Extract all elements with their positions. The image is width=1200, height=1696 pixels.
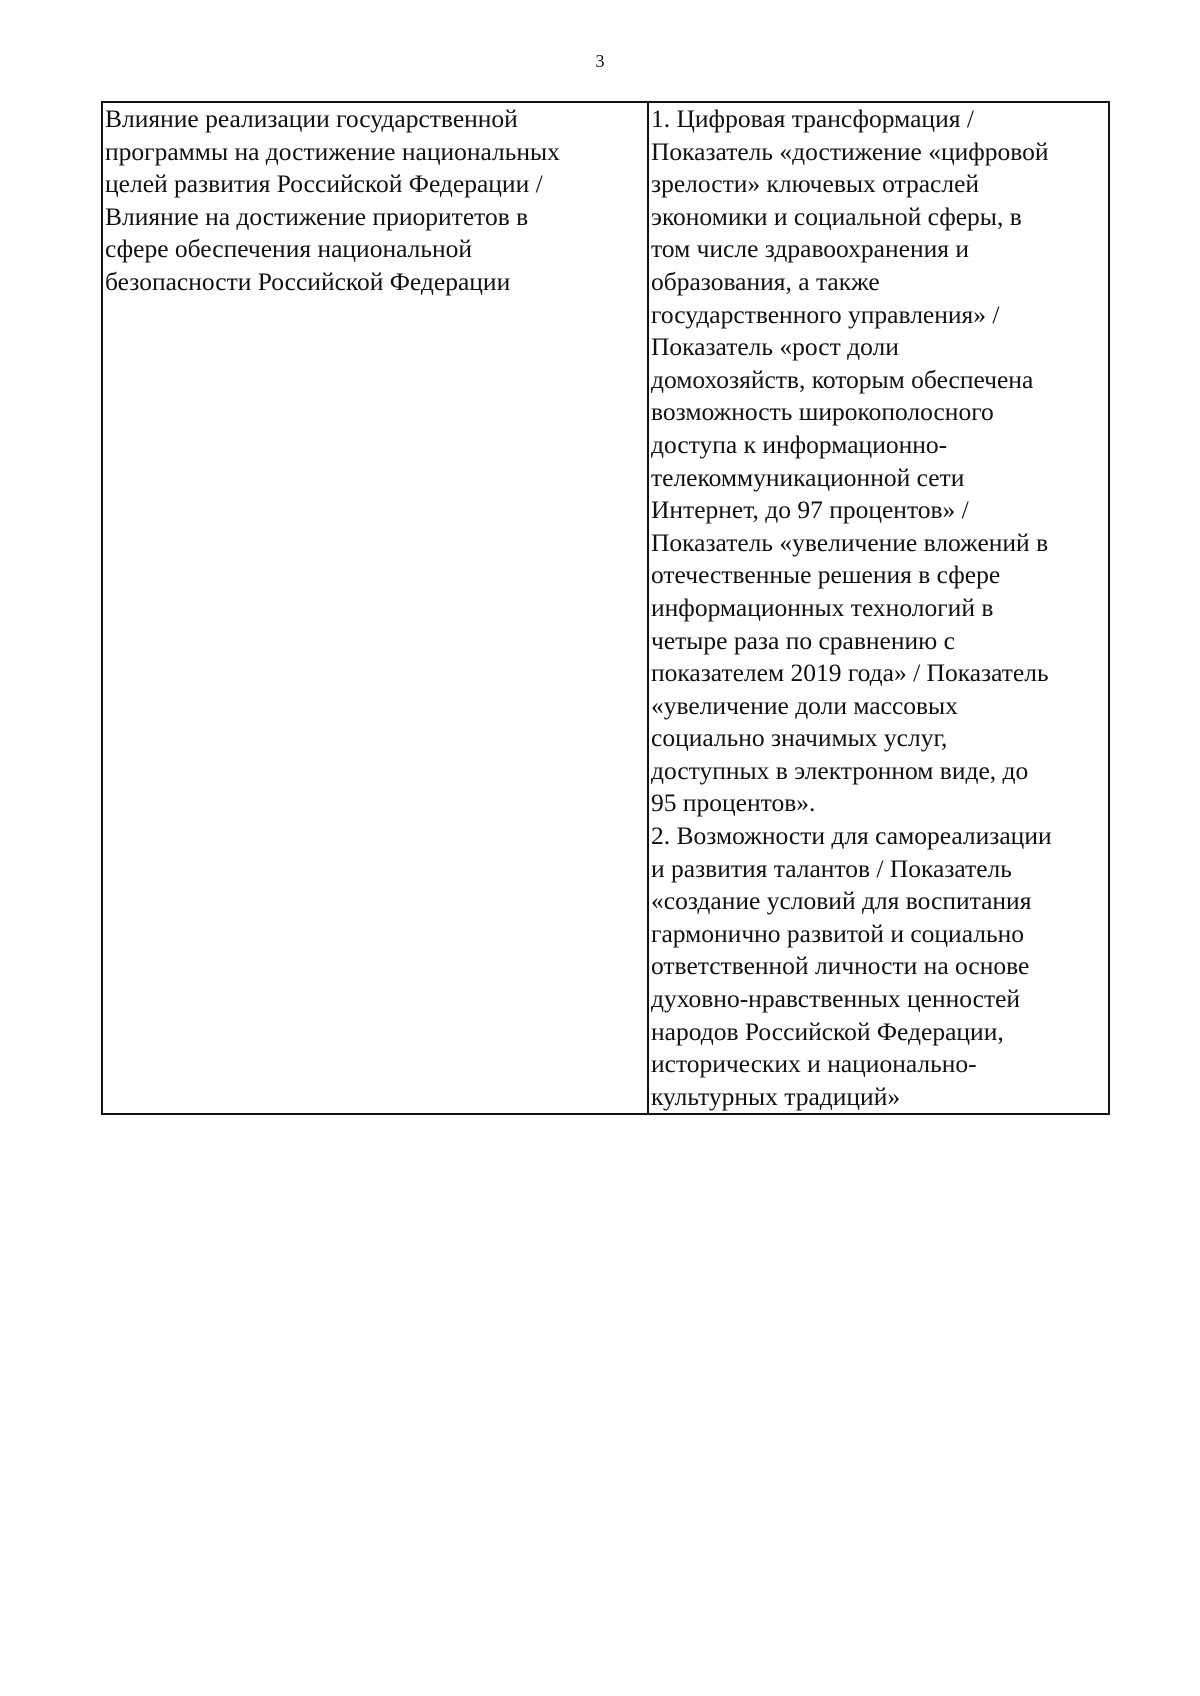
text-line: возможность широкополосного <box>651 397 994 427</box>
text-line: Показатель «достижение «цифровой <box>651 136 1049 166</box>
text-line: целей развития Российской Федерации / <box>105 169 543 199</box>
text-line: показателем 2019 года» / Показатель <box>651 658 1049 688</box>
table-cell-right <box>649 103 1108 1113</box>
text-line: Показатель «рост доли <box>651 332 899 362</box>
text-line: 2. Возможности для самореализации <box>651 821 1052 851</box>
text-line: домохозяйств, которым обеспечена <box>651 364 1034 394</box>
text-line: ответственной личности на основе <box>651 951 1030 981</box>
document-table <box>101 101 1110 1115</box>
text-line: безопасности Российской Федерации <box>105 266 511 296</box>
text-line: образования, а также <box>651 266 880 296</box>
text-line: доступа к информационно- <box>651 429 948 459</box>
text-line: телекоммуникационной сети <box>651 462 965 492</box>
text-line: Влияние на достижение приоритетов в <box>105 201 529 231</box>
text-line: 95 процентов». <box>651 788 816 818</box>
text-line: «увеличение доли массовых <box>651 690 958 720</box>
text-line: сфере обеспечения национальной <box>105 234 473 264</box>
text-line: социально значимых услуг, <box>651 723 948 753</box>
text-line: четыре раза по сравнению с <box>651 625 955 655</box>
text-line: информационных технологий в <box>651 592 994 622</box>
text-line: Влияние реализации государственной <box>105 104 518 133</box>
text-line: том числе здравоохранения и <box>651 234 970 264</box>
text-line: Интернет, до 97 процентов» / <box>651 495 969 525</box>
text-line: доступных в электронном виде, до <box>651 755 1029 785</box>
text-line: культурных традиций» <box>651 1081 901 1111</box>
text-line: народов Российской Федерации, <box>651 1016 1004 1046</box>
page-number: 3 <box>595 51 605 71</box>
text-line: духовно-нравственных ценностей <box>651 984 1021 1014</box>
text-line: зрелости» ключевых отраслей <box>651 169 980 199</box>
text-line: и развития талантов / Показатель <box>651 853 1012 883</box>
text-line: программы на достижение национальных <box>105 136 560 166</box>
text-line: экономики и социальной сферы, в <box>651 201 1022 231</box>
text-line: отечественные решения в сфере <box>651 560 1001 590</box>
text-line: государственного управления» / <box>651 299 1000 329</box>
text-line: гармонично развитой и социально <box>651 918 1024 948</box>
text-line: исторических и национально- <box>651 1049 977 1079</box>
text-line: 1. Цифровая трансформация / <box>651 104 974 133</box>
text-line: Показатель «увеличение вложений в <box>651 527 1049 557</box>
text-line: «создание условий для воспитания <box>651 886 1032 916</box>
table-cell-left <box>103 103 649 1113</box>
